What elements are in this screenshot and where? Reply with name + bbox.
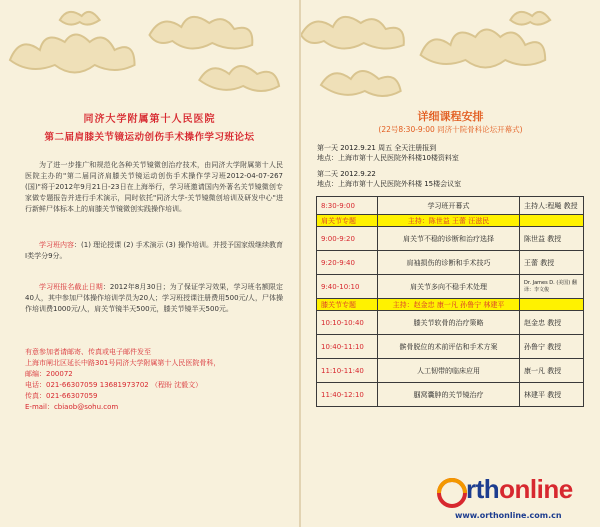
schedule-time: 11:40-12:10: [317, 383, 378, 407]
schedule-speaker: Dr. James D. (美国) 翻译：李文俊: [520, 275, 584, 299]
schedule-speaker: 孙鲁宁 教授: [520, 335, 584, 359]
deadline-paragraph: [25, 282, 283, 315]
schedule-topic: 肩关节不稳的诊断和治疗选择: [378, 227, 520, 251]
cloud-ornament-left: [0, 0, 299, 105]
content-paragraph: [25, 240, 283, 262]
course-title: 第二届肩膝关节镜运动创伤手术操作学习班论坛: [44, 132, 255, 143]
day2-date: 第二天 2012.9.22: [317, 170, 376, 178]
contact-email[interactable]: E-mail：cbiaob@sohu.com: [25, 403, 119, 411]
schedule-time: 膝关节专题: [317, 299, 378, 311]
contact-phone: 电话：021-66307059 13681973702 （程盼 沈毅文）: [25, 381, 203, 389]
orthonline-logo-text: rthonline: [466, 474, 573, 504]
schedule-time: 9:40-10:10: [317, 275, 378, 299]
contact-block: [25, 347, 285, 413]
content-label: 学习班内容: [39, 241, 75, 249]
schedule-topic: 膝关节软骨的治疗策略: [378, 311, 520, 335]
schedule-time: 10:40-11:10: [317, 335, 378, 359]
left-panel: [0, 0, 299, 527]
schedule-section-row: [317, 299, 584, 311]
schedule-speaker: 陈世益 教授: [520, 227, 584, 251]
schedule-topic: 学习班开幕式: [378, 197, 520, 215]
schedule-time: 10:10-10:40: [317, 311, 378, 335]
schedule-time: 肩关节专题: [317, 215, 378, 227]
schedule-time: 9:20-9:40: [317, 251, 378, 275]
schedule-speaker: [520, 215, 584, 227]
schedule-topic: 人工韧带的临床应用: [378, 359, 520, 383]
schedule-row: [317, 227, 584, 251]
schedule-table: [316, 196, 584, 407]
schedule-row: [317, 359, 584, 383]
contact-fax: 传真：021-66307059: [25, 392, 98, 400]
schedule-title: 详细课程安排: [417, 110, 484, 123]
schedule-topic: 髌骨脱位的术前评估和手术方案: [378, 335, 520, 359]
schedule-row: [317, 311, 584, 335]
deadline-text: ：2012年8月30日；为了保证学习效果，学习班名额限定40人，其中参加尸体操作培训学员为20人；学习班授课注册费用500元/人，尸体操作培训费1000元/人，肩关节镜半天500元，膝关节镜半天500元。: [25, 283, 283, 313]
schedule-speaker: 王蕾 教授: [520, 251, 584, 275]
contact-address: 上海市闸北区延长中路301号同济大学附属第十人民医院骨科，: [25, 359, 221, 367]
day2-venue: 地点：上海市第十人民医院外科楼 15楼会议室: [317, 180, 462, 188]
schedule-row: [317, 383, 584, 407]
cloud-ornament-right: [301, 0, 600, 105]
schedule-topic: 主持：赵金忠 康一凡 孙鲁宁 林建平: [378, 299, 520, 311]
intro-paragraph: 为了进一步推广和规范化各种关节镜微创治疗技术，由同济大学附属第十人民医院主办的"第二届同济肩膝关节镜运动创伤手术操作学习班2012-04-07-267 (国)"将于2012年9月21日-23日在上海举行，学习班邀请国内外著名关节镜微创专家做专题报告并进行手术演示，同时依托"同济大学-关节镜微创培训及研发中心"进行新鲜尸体标本上的肩膝关节镜微创实践操作培训。: [25, 161, 283, 213]
deadline-label: 学习班报名截止日期: [39, 283, 103, 291]
schedule-topic: 主持：陈世益 王蕾 汪滋民: [378, 215, 520, 227]
schedule-speaker: 赵金忠 教授: [520, 311, 584, 335]
schedule-row: [317, 251, 584, 275]
schedule-time: 8:30-9:00: [317, 197, 378, 215]
day1-date: 第一天 2012.9.21 周五 全天注册报到: [317, 144, 437, 152]
schedule-row: [317, 197, 584, 215]
schedule-speaker: 主持人:程飚 教授: [520, 197, 584, 215]
day-info: [317, 143, 461, 189]
schedule-topic: 肩袖损伤的诊断和手术技巧: [378, 251, 520, 275]
hospital-title: 同济大学附属第十人民医院: [83, 114, 216, 125]
contact-postcode: 邮编：200072: [25, 370, 73, 378]
schedule-speaker: [520, 299, 584, 311]
schedule-topic: 腘窝囊肿的关节镜治疗: [378, 383, 520, 407]
schedule-subtitle: (22号8:30-9:00 同济十院骨科论坛开幕式): [378, 125, 523, 134]
schedule-topic: 肩关节多向不稳手术处理: [378, 275, 520, 299]
day1-venue: 地点：上海市第十人民医院外科楼10楼资料室: [317, 154, 459, 162]
right-panel: [301, 0, 600, 527]
schedule-time: 9:00-9:20: [317, 227, 378, 251]
schedule-speaker: 林建平 教授: [520, 383, 584, 407]
contact-line: 有意参加者请邮寄、传真或电子邮件发至: [25, 348, 151, 356]
schedule-row: [317, 275, 584, 299]
schedule-time: 11:10-11:40: [317, 359, 378, 383]
schedule-section-row: [317, 215, 584, 227]
content-text: ：(1) 理论授课 (2) 手术演示 (3) 操作培训。并授予国家级继续教育Ⅰ类学分9分。: [25, 241, 284, 260]
schedule-row: [317, 335, 584, 359]
website-url[interactable]: www.orthonline.com.cn: [455, 511, 562, 520]
schedule-speaker: 康一凡 教授: [520, 359, 584, 383]
